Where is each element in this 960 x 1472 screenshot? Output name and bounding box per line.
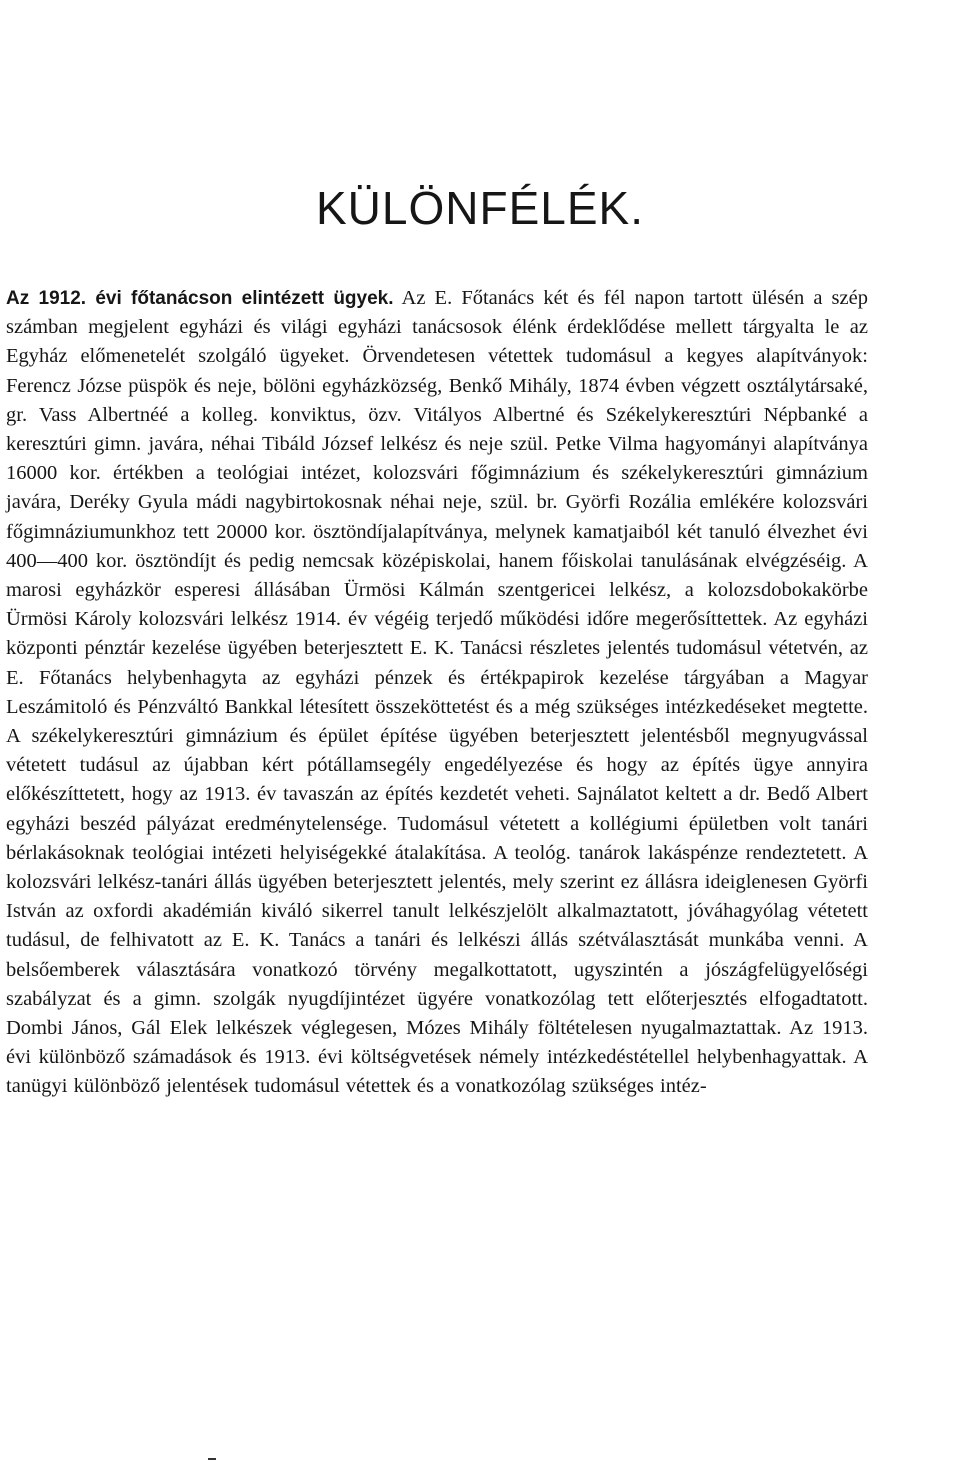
- article-paragraph: [6, 284, 868, 1102]
- page-title: KÜLÖNFÉLÉK.: [316, 182, 644, 234]
- section-heading: Az 1912. évi főtanácson elintézett ügyek.: [6, 288, 394, 309]
- article-body: Az E. Főtanács két és fél napon tartott ülésén a szép számban megjelent egyházi és világi egyházi tanácsosok élénk érdeklődése mellett tárgyalta le az Egyház előmenetelét szolgáló ügyeket. Örvendetesen vétettek tudomásul a kegyes alapítványok: Ferencz Józse püspök és neje, bölöni egyházközség, Benkő Mihály, 1874 évben végzett osztálytársaké, gr. Vass Albertnéé a kolleg. konviktus, özv. Vitályos Albertné és Székelykeresztúri Népbanké a keresztúri gimn. javára, néhai Tibáld József lelkész és neje szül. Petke Vilma hagyományi alapítványa 16000 kor. értékben a teológiai intézet, kolozsvári főgimnázium és székelykeresztúri gimnázium javára, Deréky Gyula mádi nagybirtokosnak néhai neje, szül. br. Györfi Rozália emlékére kolozsvári főgimnáziumunkhoz tett 20000 kor. ösztöndíjalapítványa, melynek kamatjaiból két tanuló élvezhet évi 400—400 kor. ösztöndíjt és pedig nemcsak középiskolai, hanem főiskolai tanulásának elvégzéséig. A marosi egyházkör esperesi állásában Ürmösi Kálmán szentgericei lelkész, a kolozsdobokakörbe Ürmösi Károly kolozsvári lelkész 1914. év végéig terjedő működési időre megerősíttettek. Az egyházi központi pénztár kezelése ügyében beterjesztett E. K. Tanácsi részletes jelentés tudomásul vétetvén, az E. Főtanács helybenhagyta az egyházi pénzek és értékpapirok kezelése tárgyában a Magyar Leszámitoló és Pénzváltó Bankkal létesített összeköttetést és a még szükséges intézkedéseket megtette. A székelykeresztúri gimnázium és épület építése ügyében beterjesztett jelentésből megnyugvással vétetett tudásul az újabban kért pótállamsegély engedélyezése és hogy az építés ügye annyira előkészíttetett, hogy az 1913. év tavaszán az építés kezdetét veheti. Sajnálatot keltett a dr. Bedő Albert egyházi beszéd pályázat eredménytelensége. Tudomásul vétetett a kollégiumi épületben volt tanári bérlakásoknak teológiai intézeti helyiségekké átalakítása. A teológ. tanárok lakáspénze rendeztetett. A kolozsvári lelkész-tanári állás ügyében beterjesztett jelentés, mely szerint ez állásra ideiglenesen Györfi István az oxfordi akadémián kiváló sikerrel tanult lelkészjelölt alkalmaztatott, jóváhagyólag vétetett tudásul, de felhivatott az E. K. Tanács a tanári és lelkészi állás szétválasztását munkába venni. A belsőemberek választására vonatkozó törvény megalkottatott, ugyszintén a jószágfelügyelőségi szabályzat és a gimn. szolgák nyugdíjintézet ügyére vonatkozólag tett előterjesztés elfogadtatott. Dombi János, Gál Elek lelkészek véglegesen, Mózes Mihály föltételesen nyugalmaztattak. Az 1913. évi különböző számadások és 1913. évi költségvetések némely intézkedéstétellel helybenhagyattak. A tanügyi különböző jelentések tudomásul vétettek és a vonatkozólag szükséges intéz-: [6, 287, 868, 1098]
- margin-mark: [208, 1458, 216, 1460]
